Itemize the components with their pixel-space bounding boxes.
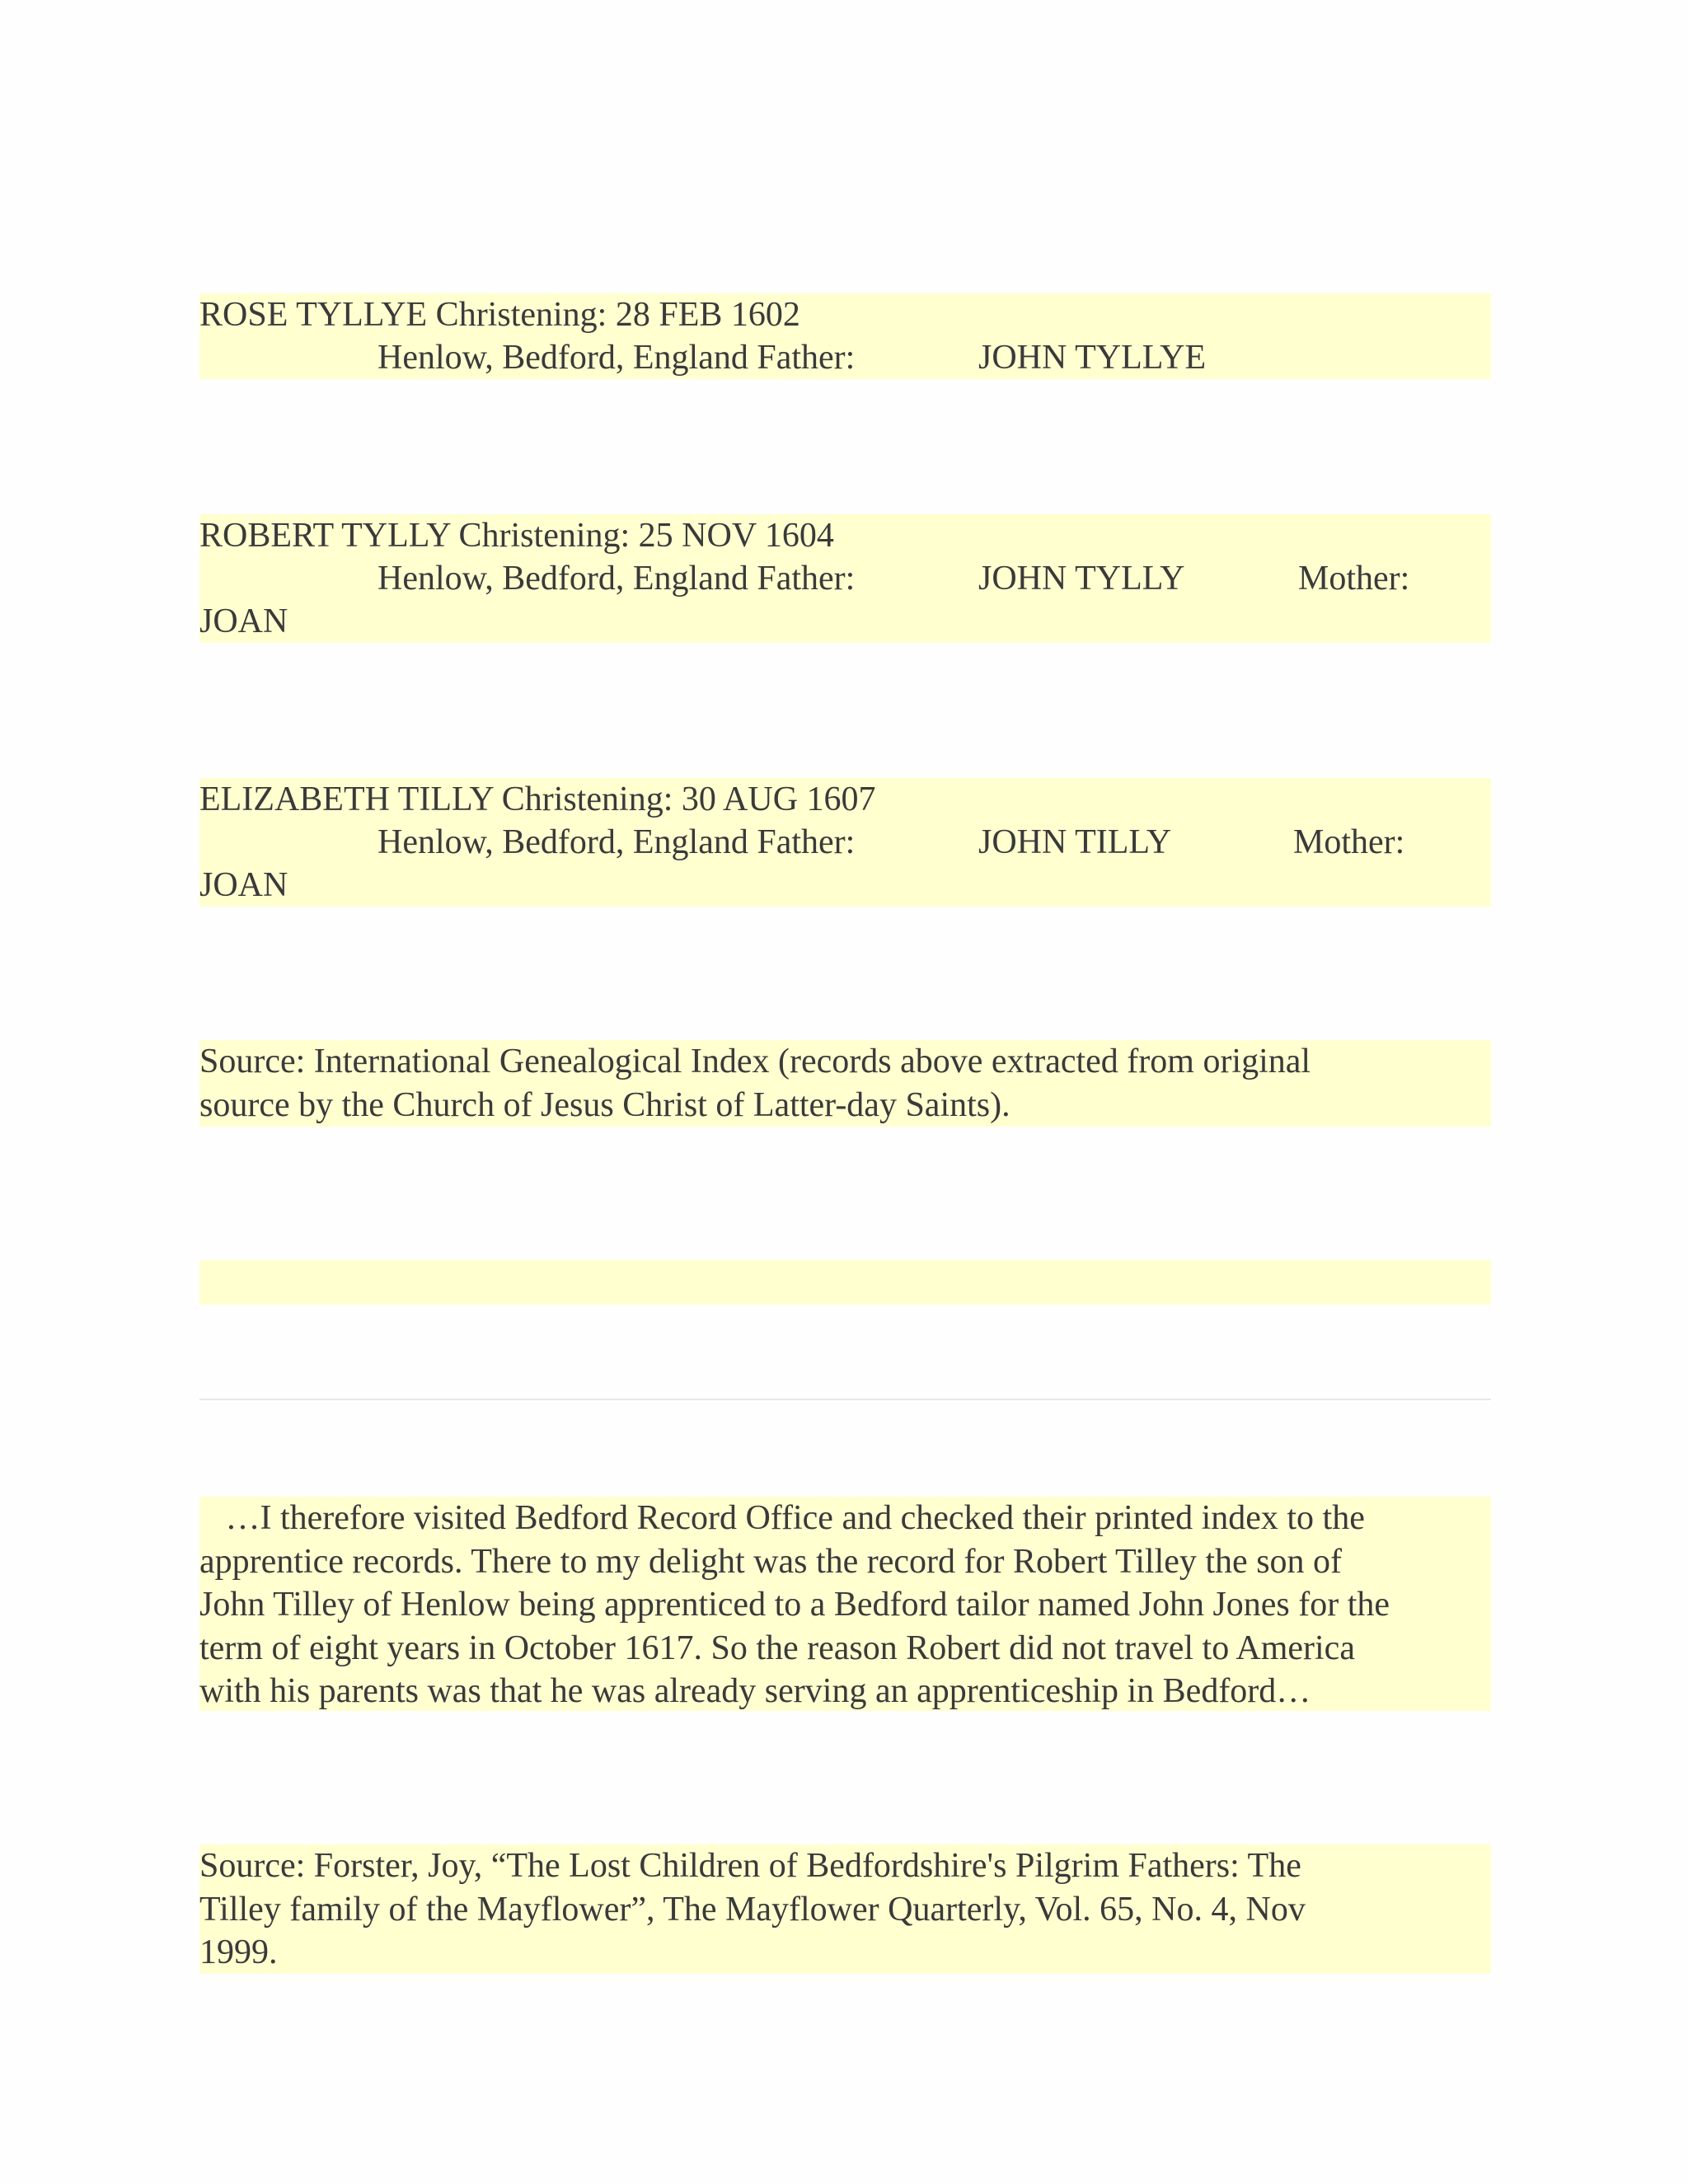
record-details-line [199,557,1491,600]
record-heading: ROSE TYLLYE Christening: 28 FEB 1602 [199,296,800,334]
record-father: JOHN TYLLY [978,560,1185,598]
source-line: 1999. [199,1933,278,1971]
source-line: source by the Church of Jesus Christ of Latter-day Saints). [199,1085,1010,1124]
empty-highlight-band [199,1260,1491,1305]
quote-line: apprentice records. There to my delight was the record for Robert Tilley the son of [199,1542,1343,1581]
record-mother-line [199,600,1491,643]
record-heading-line [199,293,1491,336]
source-line: Tilley family of the Mayflower”, The Mayflower Quarterly, Vol. 65, No. 4, Nov [199,1890,1306,1929]
record-mother-label: Mother: [1298,560,1410,598]
source-forster [199,1844,1491,1974]
record-place: Henlow, Bedford, England Father: [377,560,856,598]
quote-line: …I therefore visited Bedford Record Office and checked their printed index to the [199,1499,1365,1537]
source-igi [199,1040,1491,1127]
record-elizabeth-tilly [199,778,1491,907]
source-line: Source: Forster, Joy, “The Lost Children of Bedfordshire's Pilgrim Fathers: The [199,1847,1301,1885]
record-details-line [199,336,1491,379]
record-place: Henlow, Bedford, England Father: [377,339,856,377]
record-robert-tylly [199,514,1491,643]
record-details-line [199,821,1491,864]
record-mother-label: Mother: [1293,823,1405,861]
record-place: Henlow, Bedford, England Father: [377,823,856,861]
record-heading-line [199,778,1491,821]
record-heading: ELIZABETH TILLY Christening: 30 AUG 1607 [199,780,876,818]
source-line: Source: International Genealogical Index (records above extracted from original [199,1043,1311,1080]
quote-line: term of eight years in October 1617. So the reason Robert did not travel to America [199,1629,1355,1667]
quote-line: with his parents was that he was already serving an apprenticeship in Bedford… [199,1672,1311,1710]
record-heading: ROBERT TYLLY Christening: 25 NOV 1604 [199,517,834,555]
record-heading-line [199,514,1491,557]
record-mother: JOAN [199,602,288,640]
record-rose-tyllye [199,293,1491,379]
quote-line: John Tilley of Henlow being apprenticed to a Bedford tailor named John Jones for the [199,1586,1390,1624]
quoted-excerpt [199,1497,1491,1711]
horizontal-divider [199,1399,1491,1400]
record-father: JOHN TILLY [978,823,1172,861]
record-mother-line [199,864,1491,907]
record-father: JOHN TYLLYE [978,339,1207,377]
record-mother: JOAN [199,866,288,904]
